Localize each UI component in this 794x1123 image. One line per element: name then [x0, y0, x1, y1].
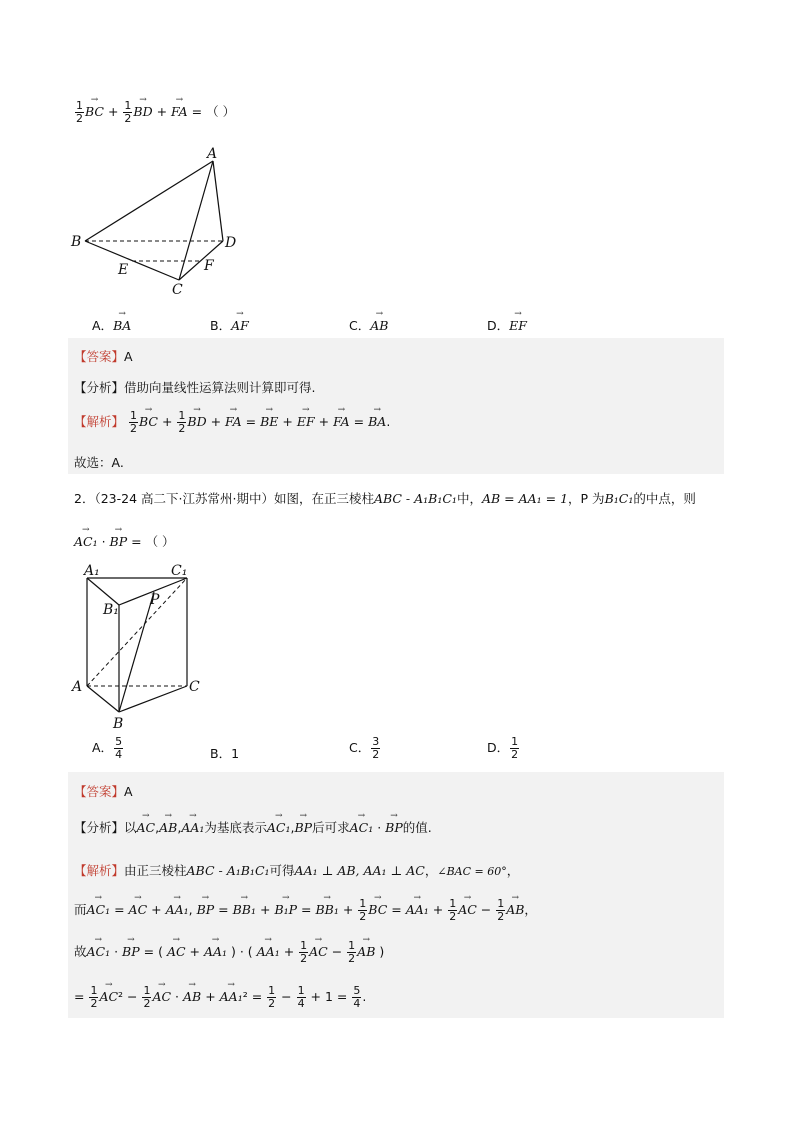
edge-cd [179, 241, 223, 280]
fraction: $\frac{1}{2}$ [124, 99, 132, 125]
label-b1: B₁ [103, 602, 119, 618]
label-d: D [225, 235, 237, 251]
q2-solution-line4: = $\frac{1}{2}$ → AC² − $\frac{1}{2}$ → AC · → AB + → AA₁² = $\frac{1}{2}$ − $\frac{1}{4}$ + 1 = $\frac{5}{4}$ . [74, 985, 366, 1010]
vector-bd: → BD [133, 104, 152, 119]
label-c: C [172, 282, 183, 296]
q2-solution-line3: 故→ AC₁ · → BP = ( → AC + → AA₁ ) · ( → AA₁ + $\frac{1}{2}$ → AC − $\frac{1}{2}$ → AB ) [74, 940, 384, 965]
q1-option-a[interactable]: A．→ BA [92, 316, 131, 334]
label-a1: A₁ [84, 563, 100, 579]
vector-bc: → BC [85, 104, 104, 119]
q1-solution: 【解析】 $\frac{1}{2}$ → BC + $\frac{1}{2}$ → BD + → FA = → BE + → EF + → FA = → BA. [74, 410, 390, 435]
q2-analysis: 【分析】以→ AC,→ AB,→ AA₁为基底表示→ AC₁,→ BP后可求→ AC₁ · → BP的值. [74, 818, 432, 836]
q2-solution-line2: 而→ AC₁ = → AC + → AA₁, → BP = → BB₁ + → B₁P = → BB₁ + $\frac{1}{2}$ → BC = → AA₁ + $\frac{1}{2}$ → AC − $\frac{1}{2}$ → AB， [74, 898, 537, 923]
q2-option-d[interactable]: D． $\frac{1}{2}$ [487, 735, 519, 761]
edge-ab [87, 686, 119, 712]
q1-option-c[interactable]: C．→ AB [349, 316, 388, 334]
label-a: A [72, 679, 83, 695]
q2-prism-figure [70, 560, 210, 732]
q1-conclusion: 故选：A. [74, 455, 124, 470]
label-e: E [118, 262, 129, 278]
q1-option-d[interactable]: D．→ EF [487, 316, 527, 334]
label-c1: C₁ [171, 563, 188, 579]
label-b: B [113, 716, 124, 732]
q2-option-b[interactable]: B．1 [210, 746, 240, 761]
edge-ad [213, 161, 223, 241]
vector-fa: → FA [171, 104, 188, 119]
segment-bp [119, 592, 154, 712]
label-a: A [207, 146, 218, 162]
edge-bc [119, 686, 187, 712]
fraction: $\frac{1}{2}$ [76, 99, 83, 125]
q2-answer: 【答案】A [74, 784, 133, 799]
q2-ask: → AC₁ · → BP = （ ） [74, 532, 175, 550]
q1-analysis: 【分析】借助向量线性运算法则计算即可得. [74, 380, 316, 395]
edge-a1b1 [87, 578, 119, 605]
label-p: P [150, 592, 160, 608]
q1-answer-block [68, 338, 724, 474]
label-b: B [71, 234, 82, 250]
q2-stem: 2．（23-24 高二下·江苏常州·期中）如图，在正三棱柱ABC - A₁B₁C₁中，AB = AA₁ = 1，P 为B₁C₁的中点，则 [74, 491, 696, 506]
q1-stem-tail: = （ ） [191, 104, 236, 119]
q2-option-c[interactable]: C． $\frac{3}{2}$ [349, 735, 380, 761]
q2-solution-line1: 【解析】由正三棱柱ABC - A₁B₁C₁可得AA₁ ⊥ AB, AA₁ ⊥ AC，∠BAC = 60°， [74, 863, 520, 878]
q1-stem: $\frac{1}{2}$ → BC + $\frac{1}{2}$ → BD + → FA = （ ） [74, 100, 235, 125]
segment-ac1-hidden [87, 578, 187, 686]
q1-tetrahedron-figure [66, 144, 246, 296]
label-f: F [204, 258, 214, 274]
q2-option-a[interactable]: A． $\frac{5}{4}$ [92, 735, 123, 761]
q1-answer: 【答案】A [74, 349, 133, 364]
label-c: C [189, 679, 200, 695]
q1-option-b[interactable]: B．→ AF [210, 316, 249, 334]
